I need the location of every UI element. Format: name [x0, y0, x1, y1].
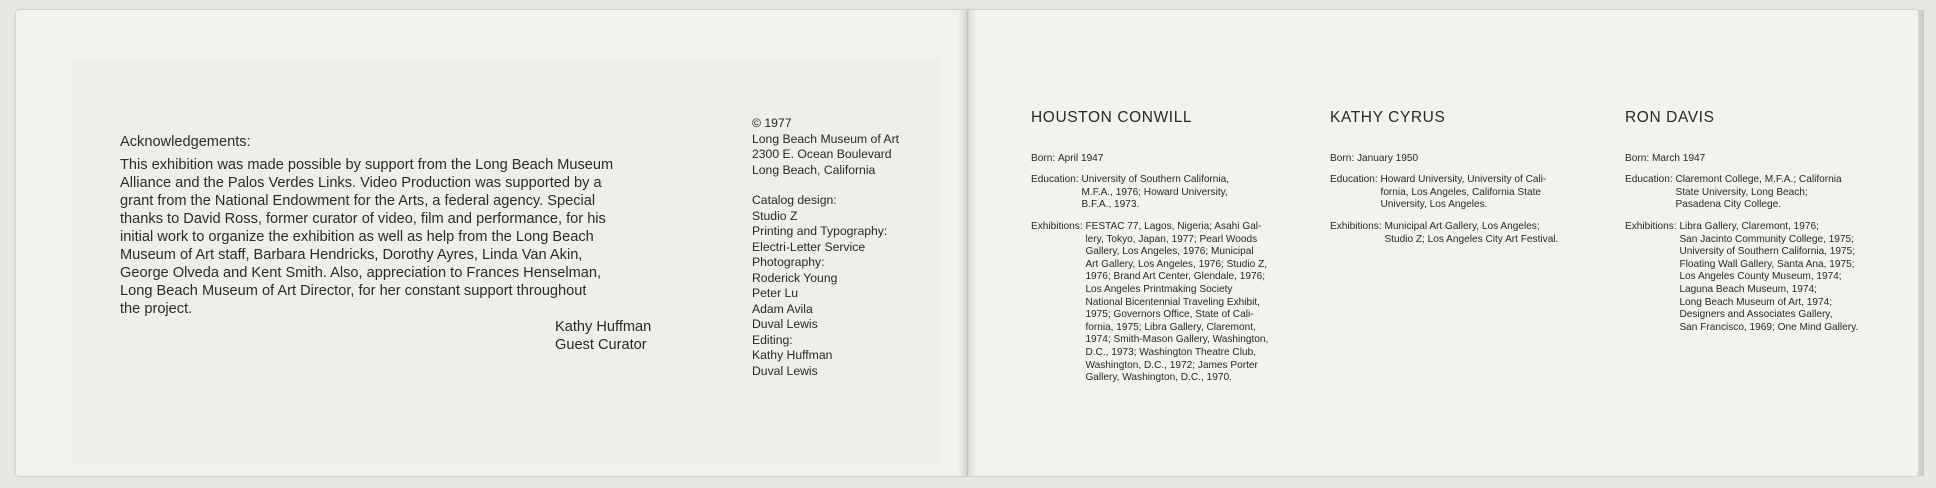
exhibition-line: Libra Gallery, Claremont, 1976;	[1679, 220, 1819, 232]
ack-line: grant from the National Endowment for the Arts, a federal agency. Special	[120, 193, 596, 209]
editing-label: Editing:	[752, 332, 793, 347]
exhibition-line: Studio Z; Los Angeles City Art Festival.	[1384, 233, 1559, 245]
exhibition-line: Laguna Beach Museum, 1974;	[1679, 283, 1817, 295]
born-label: Born:	[1625, 152, 1650, 164]
exhibitions-value	[1679, 221, 1895, 334]
education-row	[1330, 174, 1580, 212]
born-value: April 1947	[1057, 152, 1104, 164]
ack-line: This exhibition was made possible by support from the Long Beach Museum	[120, 157, 614, 173]
artist-name: KATHY CYRUS	[1330, 109, 1446, 126]
born-label: Born:	[1330, 152, 1355, 164]
education-line: State University, Long Beach;	[1675, 186, 1808, 198]
artist-name: RON DAVIS	[1625, 109, 1715, 126]
exhibition-line: Designers and Associates Gallery,	[1679, 309, 1833, 321]
ack-line: Long Beach Museum of Art Director, for her constant support throughout	[120, 283, 587, 299]
ack-line: Alliance and the Palos Verdes Links. Video Production was supported by a	[120, 175, 602, 191]
editor: Duval Lewis	[752, 363, 818, 378]
education-label: Education:	[1031, 174, 1079, 186]
exhibition-line: Floating Wall Gallery, Santa Ana, 1975;	[1679, 258, 1855, 270]
book-gutter	[958, 10, 978, 476]
catalog-design-label: Catalog design:	[752, 193, 837, 207]
ack-line: thanks to David Ross, former curator of video, film and performance, for his	[120, 211, 606, 227]
exhibitions-row	[1330, 221, 1580, 246]
ack-line: initial work to organize the exhibition as well as help from the Long Beach	[120, 229, 594, 245]
page-edge	[1918, 10, 1924, 476]
photography-label: Photography:	[752, 255, 825, 269]
exhibition-line: 1975; Governors Office, State of Cali-	[1085, 309, 1254, 321]
born-row	[1625, 153, 1895, 166]
acknowledgements-body	[120, 156, 650, 318]
catalog-design: Studio Z	[752, 208, 798, 223]
education-value	[1381, 174, 1580, 212]
address-line: Long Beach Museum of Art	[752, 131, 900, 146]
exhibition-line: San Jacinto Community College, 1975;	[1679, 233, 1854, 245]
acknowledgements	[120, 133, 650, 318]
exhibition-line: D.C., 1973; Washington Theatre Club,	[1085, 346, 1257, 358]
exhibitions-label: Exhibitions:	[1330, 220, 1382, 232]
photographer: Roderick Young	[752, 270, 838, 285]
exhibition-line: fornia, 1975; Libra Gallery, Claremont,	[1085, 321, 1256, 333]
education-line: University of Southern California,	[1081, 174, 1230, 186]
born-label: Born:	[1031, 152, 1056, 164]
education-line: M.F.A., 1976; Howard University,	[1081, 186, 1228, 198]
exhibition-line: Long Beach Museum of Art, 1974;	[1679, 296, 1833, 308]
photographer: Peter Lu	[752, 286, 799, 300]
ack-line: Museum of Art staff, Barbara Hendricks, Dorothy Ayres, Linda Van Akin,	[120, 247, 583, 263]
editor: Kathy Huffman	[752, 348, 833, 362]
printing-label: Printing and Typography:	[752, 224, 888, 238]
printing: Electri-Letter Service	[752, 239, 866, 254]
exhibitions-label: Exhibitions:	[1625, 220, 1677, 232]
exhibitions-row	[1625, 221, 1895, 334]
signature	[555, 318, 651, 354]
exhibition-line: FESTAC 77, Lagos, Nigeria; Asahi Gal-	[1085, 220, 1262, 232]
address-line: 2300 E. Ocean Boulevard	[752, 147, 892, 161]
exhibition-line: Gallery, Washington, D.C., 1970.	[1085, 372, 1232, 384]
exhibition-line: 1974; Smith-Mason Gallery, Washington,	[1085, 334, 1269, 346]
photographer: Duval Lewis	[752, 317, 818, 331]
education-line: Howard University, University of Cali-	[1380, 174, 1547, 186]
education-line: fornia, Los Angeles, California State	[1380, 186, 1541, 198]
exhibition-line: Gallery, Los Angeles, 1976; Municipal	[1085, 246, 1254, 258]
education-line: Pasadena City College.	[1675, 199, 1782, 211]
born-value: March 1947	[1651, 152, 1706, 164]
ack-line: the project.	[120, 301, 193, 317]
education-value	[1676, 174, 1895, 212]
education-line: Claremont College, M.F.A.; California	[1675, 174, 1842, 186]
signature-name: Kathy Huffman	[555, 319, 652, 335]
artist-name: HOUSTON CONWILL	[1031, 109, 1193, 126]
education-label: Education:	[1330, 174, 1378, 186]
education-row	[1625, 174, 1895, 212]
exhibition-line: Los Angeles Printmaking Society	[1085, 283, 1233, 295]
education-row	[1031, 174, 1291, 212]
exhibitions-label: Exhibitions:	[1031, 220, 1083, 232]
exhibitions-row	[1031, 221, 1291, 385]
exhibition-line: Washington, D.C., 1972; James Porter	[1085, 359, 1258, 371]
exhibition-line: Art Gallery, Los Angeles, 1976; Studio Z,	[1085, 258, 1268, 270]
signature-title: Guest Curator	[555, 337, 647, 353]
education-line: University, Los Angeles.	[1380, 199, 1488, 211]
artist-houston-conwill	[1031, 109, 1291, 394]
exhibition-line: National Bicentennial Traveling Exhibit,	[1085, 296, 1260, 308]
exhibition-line: lery, Tokyo, Japan, 1977; Pearl Woods	[1085, 233, 1258, 245]
photographer: Adam Avila	[752, 301, 813, 316]
born-value: January 1950	[1356, 152, 1419, 164]
education-label: Education:	[1625, 174, 1673, 186]
artist-kathy-cyrus	[1330, 109, 1580, 255]
exhibitions-value	[1085, 221, 1291, 385]
ack-line: George Olveda and Kent Smith. Also, appreciation to Frances Henselman,	[120, 265, 602, 281]
exhibition-line: University of Southern California, 1975;	[1679, 246, 1856, 258]
exhibition-line: San Francisco, 1969; One Mind Gallery.	[1679, 321, 1859, 333]
copyright: © 1977	[752, 116, 792, 130]
credits-block	[752, 116, 952, 379]
education-value	[1082, 174, 1291, 212]
education-line: B.F.A., 1973.	[1081, 199, 1140, 211]
artist-ron-davis	[1625, 109, 1895, 343]
born-row	[1330, 153, 1580, 166]
exhibition-line: Municipal Art Gallery, Los Angeles;	[1384, 220, 1540, 232]
exhibition-line: 1976; Brand Art Center, Glendale, 1976;	[1085, 271, 1266, 283]
exhibition-line: Los Angeles County Museum, 1974;	[1679, 271, 1842, 283]
acknowledgements-heading: Acknowledgements:	[120, 134, 251, 150]
address-line: Long Beach, California	[752, 162, 876, 177]
exhibitions-value	[1384, 221, 1580, 246]
born-row	[1031, 153, 1291, 166]
